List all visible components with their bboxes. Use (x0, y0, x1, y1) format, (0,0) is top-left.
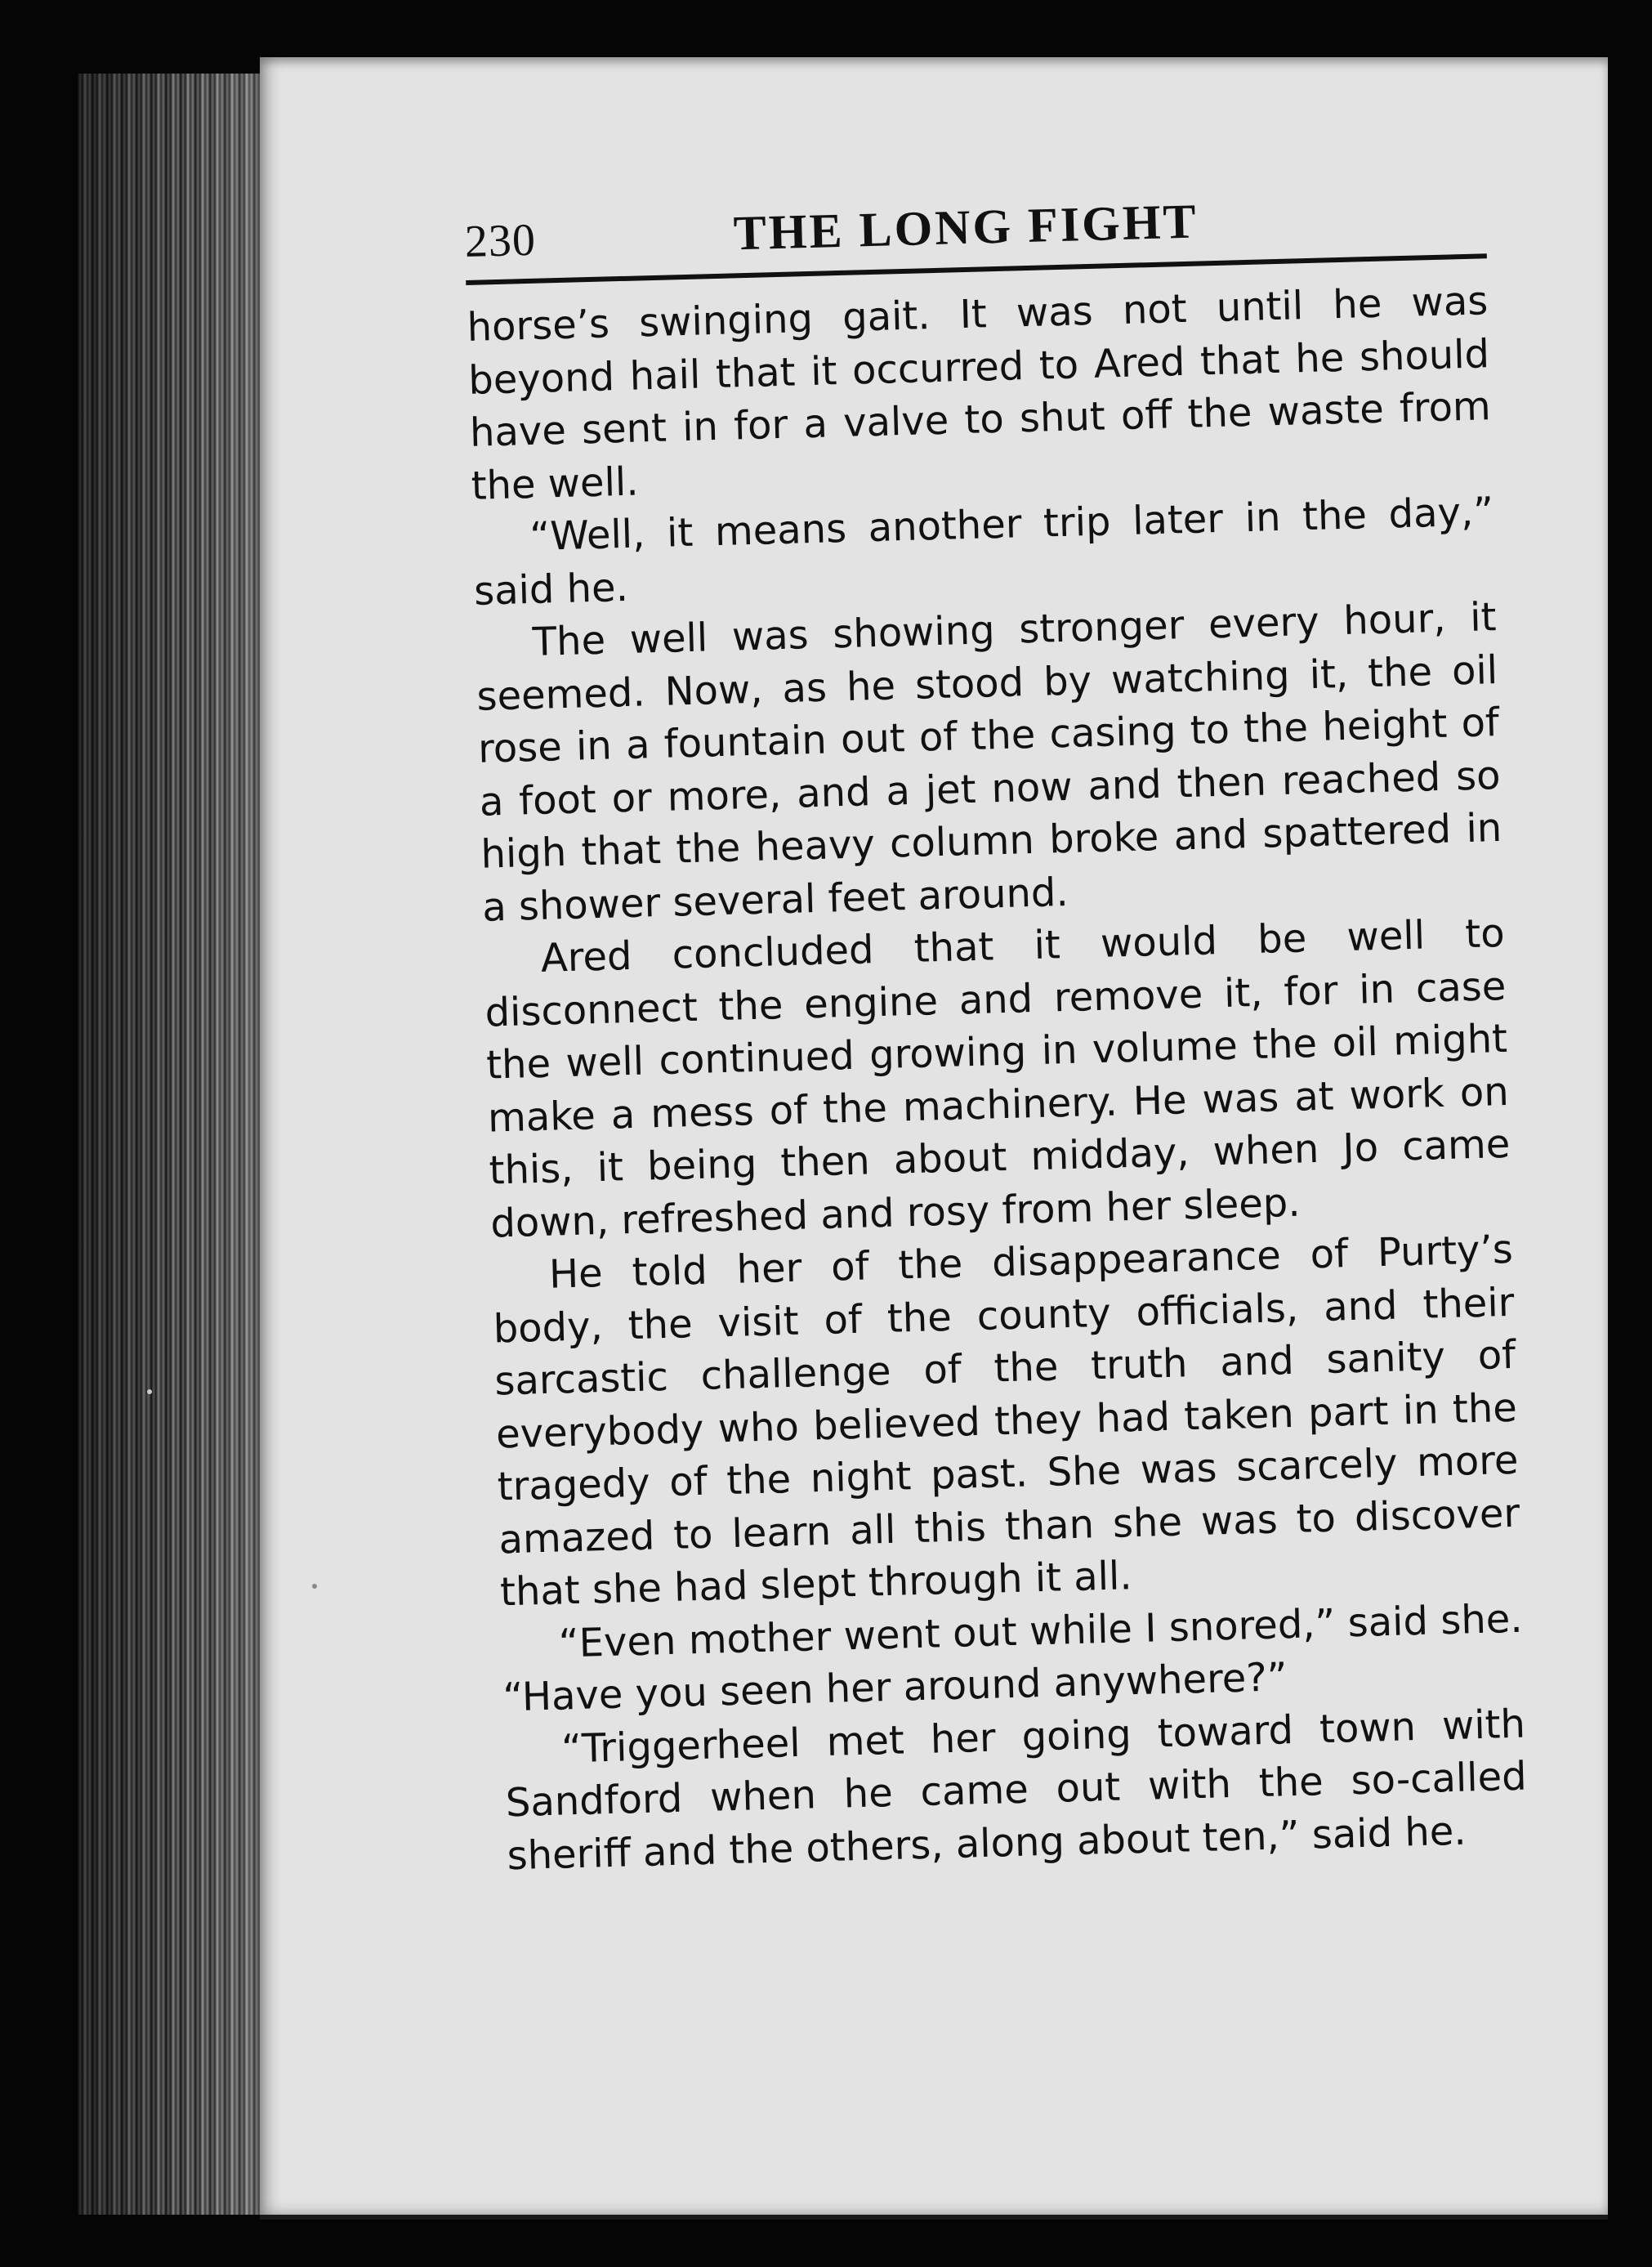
page-header (464, 186, 1487, 285)
page-edges-shadow (78, 74, 266, 2215)
paragraph: He told her of the disappearance of Purty’s body, the visit of the county officials, and their sarcastic challenge of the truth and sanity of everybody who believed they had taken part in the tragedy of the night past. She was scarcely more amazed to learn all this than she was to discover that she had slept through it all. (493, 1226, 1520, 1616)
paragraph: The well was showing stronger every hour, it seemed. Now, as he stood by watching it, the oil rose in a fountain out of the casing to the height of a foot or more, and a jet now and then reached so high that the heavy column broke and spattered in a shower several feet around. (476, 594, 1502, 931)
text-block (464, 186, 1529, 1882)
paragraph: “Triggerheel met her going toward town with Sandford when he came out with the so-called sheriff and the others, along about ten,” said he. (505, 1701, 1528, 1879)
book-page (260, 57, 1608, 2220)
paragraph: Ared concluded that it would be well to disconnect the engine and remove it, for in case the well continued growing in volume the oil might make a mess of the machinery. He was at work on this, it being then about midday, when Jo came down, refreshed and rosy from her sleep. (484, 910, 1511, 1247)
paragraph: horse’s swinging gait. It was not until he was beyond hail that it occurred to Ared that he should have sent in for a valve to shut off the waste from the well. (466, 278, 1492, 509)
dust-speck (147, 1389, 152, 1394)
running-title: THE LONG FIGHT (733, 194, 1199, 261)
page-number: 230 (464, 214, 537, 267)
paragraph: “Even mother went out while I snored,” said she. “Have you seen her around anywhere?” (502, 1595, 1524, 1721)
body-text (467, 275, 1529, 1882)
dust-speck (312, 1584, 317, 1589)
paragraph: “Well, it means another trip later in the day,” said he. (473, 489, 1494, 615)
